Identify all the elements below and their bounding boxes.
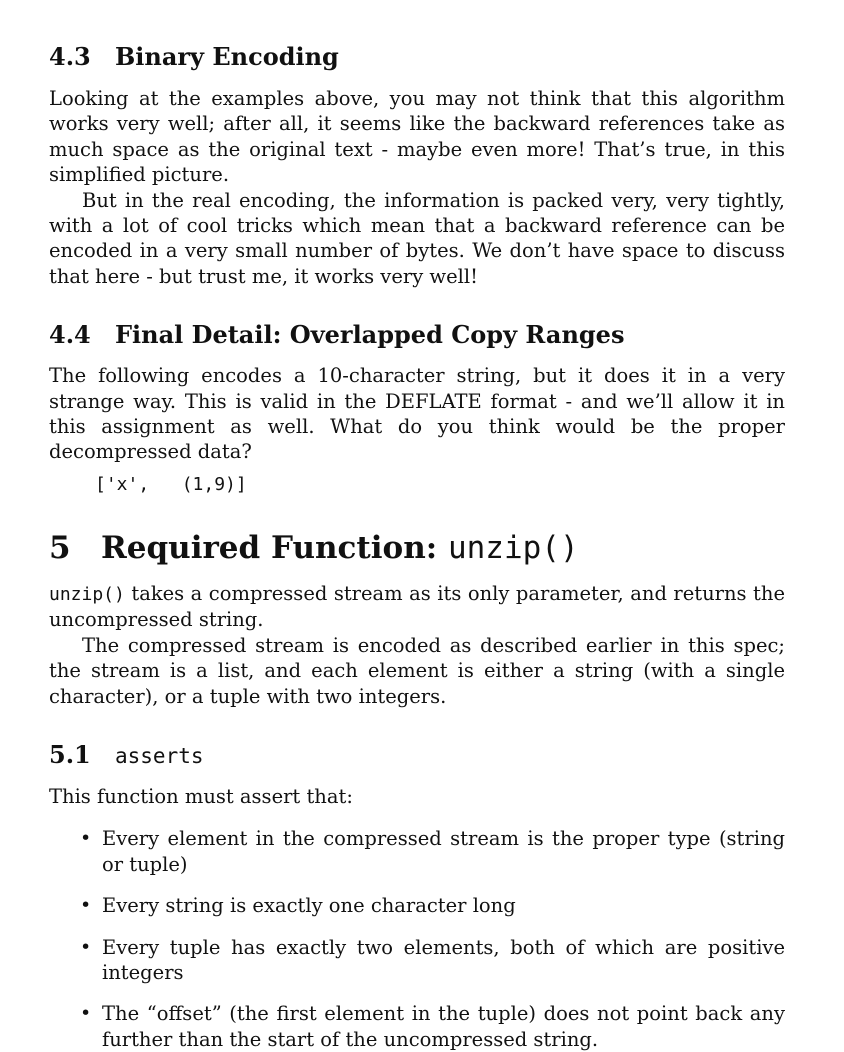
list-item [49,935,785,986]
section-number: 5 [49,529,71,566]
section-4-3-heading [49,42,785,72]
section-title: Final Detail: Overlapped Copy Ranges [115,320,625,350]
section-title-code: unzip() [447,529,579,566]
list-item-text: The “offset” (the first element in the tuple) does not point back any further than the start of the uncompressed string. [102,1002,785,1051]
paragraph-text: takes a compressed stream as its only parameter, and returns the uncompressed string. [49,581,785,632]
section-4-3-paragraph-2: But in the real encoding, the information is packed very, very tightly, with a lot of cool tricks which mean that a backward reference can be encoded in a very small number of bytes. We don’t have space to discuss that here - but trust me, it works very well! [49,188,785,288]
section-4-3-paragraph-1: Looking at the examples above, you may not think that this algorithm works very well; after all, it seems like the backward references take as much space as the original text - maybe even more! That’s true, in this simplified picture. [49,87,785,187]
section-number: 5.1 [49,739,91,769]
section-5-paragraph-2: The compressed stream is encoded as described earlier in this spec; the stream is a list, and each element is either a string (with a single character), or a tuple with two integers. [49,633,785,708]
bullet-icon: • [80,827,92,850]
list-item [49,1001,785,1052]
section-title-code: asserts [115,743,204,768]
section-5-1-heading [49,740,785,771]
list-item [49,893,785,918]
section-4-4-paragraph-1: The following encodes a 10-character string, but it does it in a very strange way. This is valid in the DEFLATE format - and we’ll allow it in this assignment as well. What do you think would be the proper decompressed data? [49,364,785,464]
section-4-4-heading [49,320,785,350]
section-5-1-intro: This function must assert that: [49,784,353,808]
section-number: 4.3 [49,42,91,71]
bullet-icon: • [80,894,92,917]
inline-code: unzip() [49,583,125,605]
list-item-text: Every element in the compressed stream is the proper type (string or tuple) [102,827,785,876]
section-5-paragraph-1 [49,581,785,633]
section-5-heading [49,528,785,568]
assert-list [49,826,785,1052]
bullet-icon: • [80,935,92,958]
list-item-text: Every tuple has exactly two elements, both of which are positive integers [102,935,785,984]
section-number: 4.4 [49,320,91,350]
section-title: Binary Encoding [115,42,339,71]
bullet-icon: • [80,1002,92,1025]
list-item [49,826,785,877]
section-title [101,528,579,568]
list-item-text: Every string is exactly one character long [102,894,516,918]
page [49,0,785,1052]
code-example: ['x', (1,9)] [95,473,247,495]
section-title-text: Required Function: [101,529,448,566]
